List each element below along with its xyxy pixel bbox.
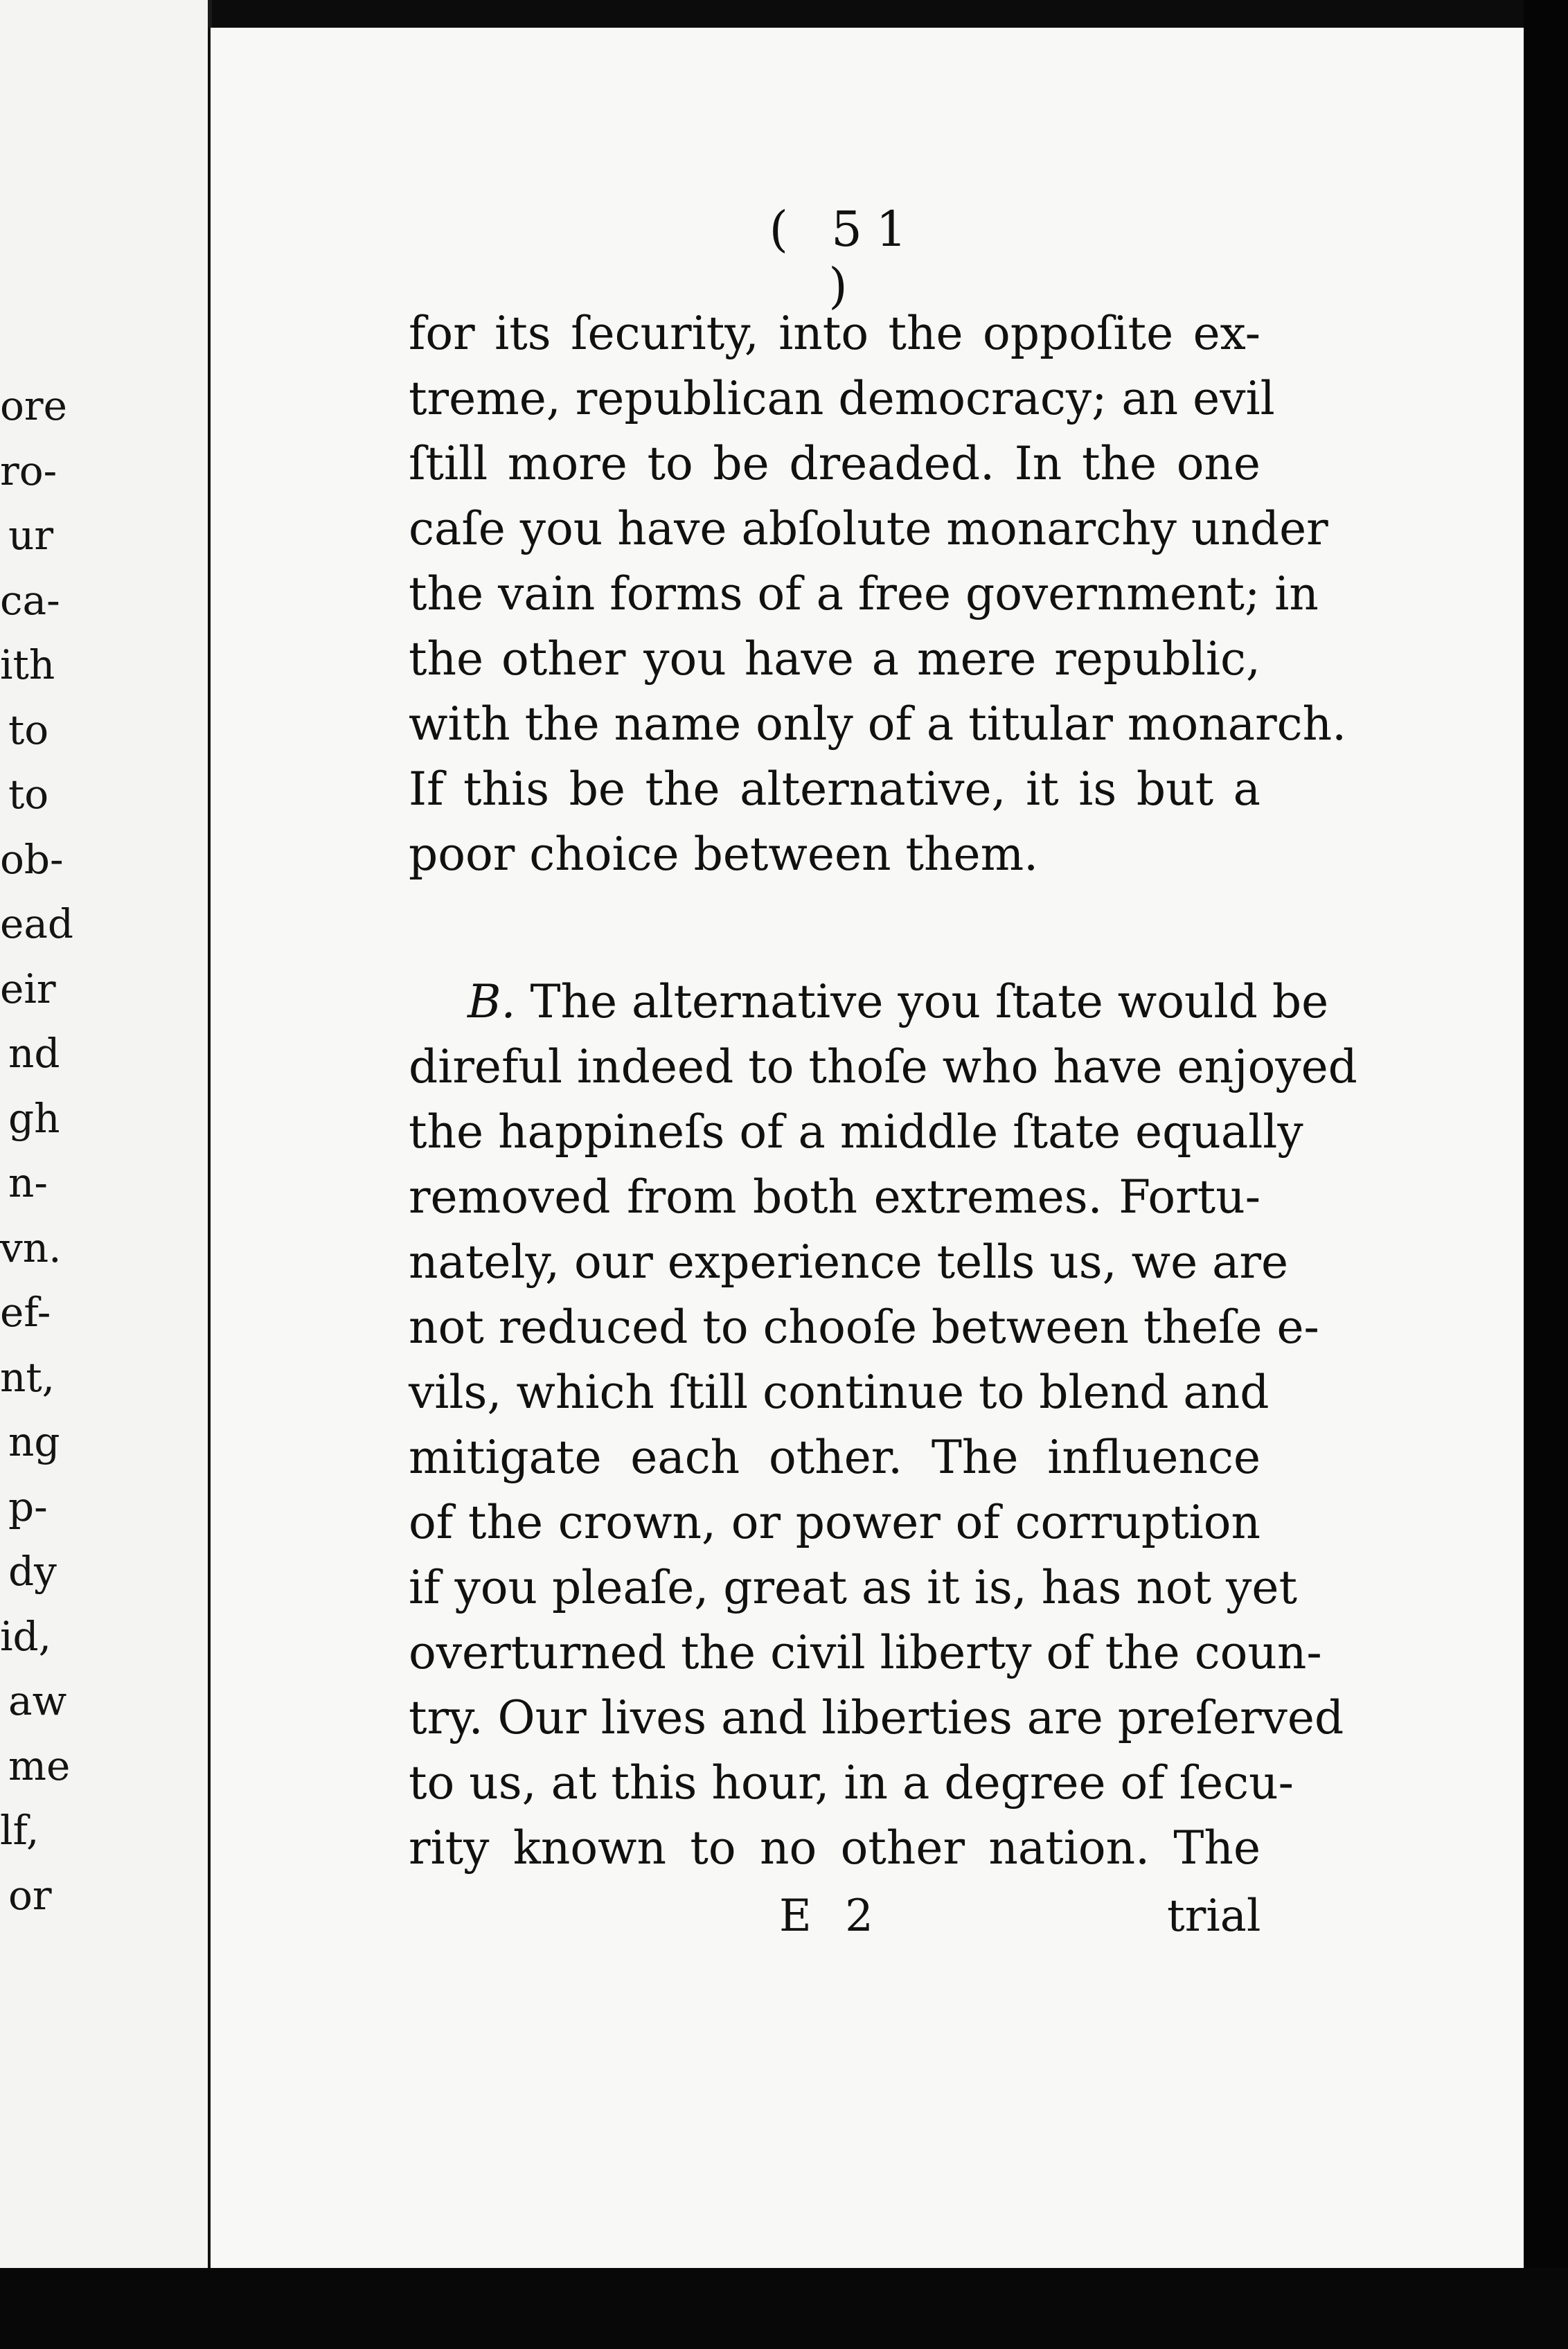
left-page-fragment-line: lf,	[0, 1807, 39, 1854]
left-page-fragment-line: id,	[0, 1612, 52, 1660]
left-page-fragment-line: ef-	[0, 1289, 51, 1336]
left-page-fragment-line: to	[8, 706, 49, 753]
text-line: not reduced to chooſe between theſe e-	[409, 1301, 1319, 1354]
text-line: with the name only of a titular monarch.	[409, 697, 1347, 751]
text-line: the other you have a mere republic,	[409, 632, 1260, 686]
text-line-first	[409, 970, 1329, 1035]
text-line: for its ſecurity, into the oppoſite ex-	[409, 307, 1260, 360]
left-page-fragment-line: p-	[8, 1483, 48, 1530]
text-line: ſtill more to be dreaded. In the one	[409, 437, 1260, 490]
text-line: rity known to no other nation. The	[409, 1821, 1260, 1875]
text-line: nately, our experience tells us, we are	[409, 1235, 1289, 1289]
catchword: trial	[1167, 1891, 1261, 1942]
left-page-fragment-line: ore	[0, 382, 67, 429]
paragraph-2	[409, 970, 1357, 1881]
left-page-fragment-line: ca-	[0, 576, 60, 624]
text-line: to us, at this hour, in a degree of ſecu-	[409, 1756, 1294, 1810]
text-line: treme, republican democracy; an evil	[409, 372, 1275, 425]
text-line: the vain forms of a free government; in	[409, 567, 1319, 620]
left-page-fragment-line: vn.	[0, 1224, 62, 1271]
text-line: poor choice between them.	[409, 828, 1039, 881]
text-line: If this be the alternative, it is but a	[409, 762, 1260, 816]
left-page-fragment	[0, 0, 212, 2292]
left-page-fragment-line: or	[8, 1871, 52, 1919]
text-line: direful indeed to thoſe who have enjoyed	[409, 1040, 1357, 1093]
left-page-fragment-line: me	[8, 1742, 71, 1789]
left-page-fragment-line: ng	[8, 1418, 60, 1465]
left-page-fragment-line: ur	[8, 512, 54, 559]
left-page-fragment-line: nd	[8, 1030, 60, 1077]
first-line-text: The alternative you ſtate would be	[530, 975, 1329, 1028]
left-page-fragment-line: ead	[0, 900, 74, 947]
text-line: removed from both extremes. Fortu-	[409, 1170, 1260, 1224]
text-line: caſe you have abſolute monarchy under	[409, 502, 1328, 555]
scan-border-bottom	[0, 2268, 1568, 2349]
paragraph-1	[409, 301, 1347, 887]
left-page-fragment-line: n-	[8, 1159, 48, 1206]
left-page-fragment-line: aw	[8, 1677, 67, 1724]
text-line: of the crown, or power of corruption	[409, 1496, 1260, 1549]
left-page-fragment-line: eir	[0, 965, 56, 1012]
left-page-fragment-line: to	[8, 771, 49, 818]
page-number-header: ( 51 )	[769, 201, 921, 314]
text-line: try. Our lives and liberties are preſerved	[409, 1691, 1344, 1744]
text-line: overturned the civil liberty of the coun-	[409, 1626, 1322, 1679]
text-line: mitigate each other. The influence	[409, 1431, 1260, 1484]
text-line: the happineſs of a middle ſtate equally	[409, 1105, 1303, 1159]
text-line: if you pleaſe, great as it is, has not yet	[409, 1561, 1298, 1614]
left-page-fragment-line: ith	[0, 641, 55, 688]
speaker-label: B.	[467, 975, 516, 1028]
left-page-fragment-line: nt,	[0, 1353, 55, 1401]
left-page-fragment-line: ro-	[0, 447, 57, 494]
left-page-fragment-line: gh	[8, 1094, 60, 1142]
signature-mark: E 2	[779, 1891, 883, 1942]
left-page-fragment-line: ob-	[0, 835, 64, 883]
scan-border-right	[1524, 0, 1568, 2349]
text-line: vils, which ſtill continue to blend and	[409, 1366, 1269, 1419]
left-page-fragment-line: dy	[8, 1548, 57, 1595]
